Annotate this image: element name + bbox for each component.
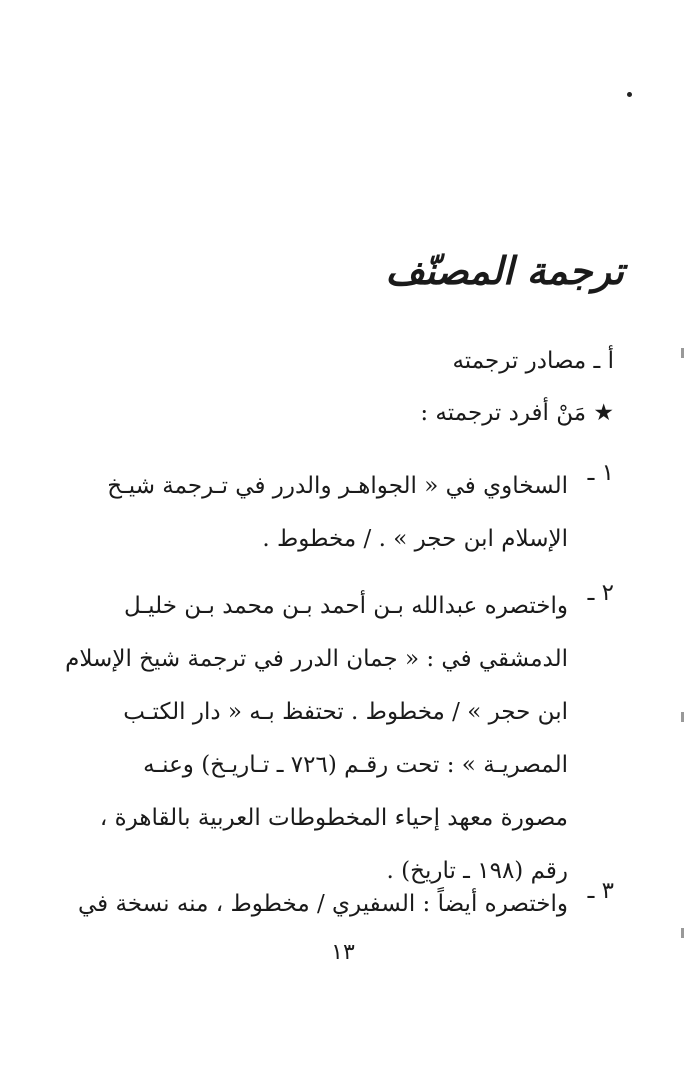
item-number: ٣ ـ [587, 878, 614, 904]
item-line: المصريـة » : تحت رقـم (٧٢٦ ـ تـاريـخ) وعنـه [143, 752, 568, 778]
item-number: ٢ ـ [587, 580, 614, 606]
item-line: الإسلام ابن حجر » . / مخطوط . [262, 526, 568, 552]
item-number: ١ ـ [587, 460, 614, 486]
list-item [74, 460, 614, 566]
list-item [65, 580, 614, 898]
item-line: السخاوي في « الجواهـر والدرر في تـرجمة شيـخ [107, 473, 568, 499]
item-line: رقم (١٩٨ ـ تاريخ) . [386, 858, 568, 884]
list-item [74, 878, 614, 931]
item-line: واختصره عبدالله بـن أحمد بـن محمد بـن خليـل [124, 593, 568, 619]
item-line: مصورة معهد إحياء المخطوطات العربية بالقاهرة ، [99, 805, 568, 831]
ink-dot [627, 92, 632, 97]
section-heading: أ ـ مصادر ترجمته [452, 348, 614, 374]
edge-mark [681, 928, 684, 938]
page-title: ترجمة المصنّف [385, 248, 624, 293]
edge-mark [681, 348, 684, 358]
subheading: ★ مَنْ أفرد ترجمته : [420, 400, 614, 426]
item-line: واختصره أيضاً : السفيري / مخطوط ، منه نسخة في [77, 891, 568, 917]
item-line: ابن حجر » / مخطوط . تحتفظ بـه « دار الكتـب [123, 699, 568, 725]
item-line: الدمشقي في : « جمان الدرر في ترجمة شيخ الإسلام [65, 646, 568, 672]
edge-mark [681, 712, 684, 722]
page-number: ١٣ [331, 940, 355, 965]
